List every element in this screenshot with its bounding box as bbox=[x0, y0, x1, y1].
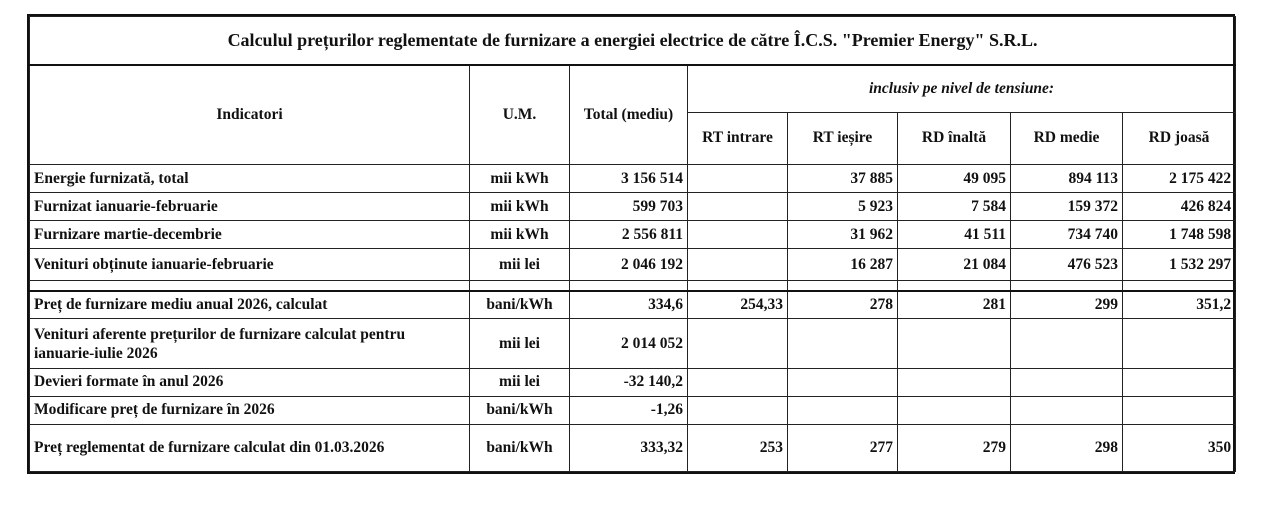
row-value bbox=[688, 249, 788, 281]
row-unit: bani/kWh bbox=[470, 424, 570, 471]
row-value: 426 824 bbox=[1123, 193, 1236, 221]
row-value: 7 584 bbox=[898, 193, 1011, 221]
row-value: 37 885 bbox=[788, 165, 898, 193]
row-label: Modificare preț de furnizare în 2026 bbox=[30, 396, 470, 424]
row-value: 279 bbox=[898, 424, 1011, 471]
row-total: 333,32 bbox=[570, 424, 688, 471]
row-label: Venituri obținute ianuarie-februarie bbox=[30, 249, 470, 281]
row-value: 16 287 bbox=[788, 249, 898, 281]
row-value: 159 372 bbox=[1011, 193, 1123, 221]
row-label: Furnizat ianuarie-februarie bbox=[30, 193, 470, 221]
row-value: 894 113 bbox=[1011, 165, 1123, 193]
row-value bbox=[688, 193, 788, 221]
row-total: 2 014 052 bbox=[570, 319, 688, 368]
row-total: -1,26 bbox=[570, 396, 688, 424]
header-level: RD medie bbox=[1011, 112, 1123, 165]
row-value: 254,33 bbox=[688, 291, 788, 319]
row-value bbox=[898, 319, 1011, 368]
row-value: 351,2 bbox=[1123, 291, 1236, 319]
row-value: 734 740 bbox=[1011, 221, 1123, 249]
row-unit: mii lei bbox=[470, 368, 570, 396]
table-row bbox=[30, 319, 1236, 368]
row-value bbox=[1011, 319, 1123, 368]
row-unit: mii kWh bbox=[470, 221, 570, 249]
row-value: 350 bbox=[1123, 424, 1236, 471]
header-total: Total (mediu) bbox=[570, 65, 688, 164]
row-value bbox=[688, 221, 788, 249]
row-value: 41 511 bbox=[898, 221, 1011, 249]
header-um: U.M. bbox=[470, 65, 570, 164]
row-value bbox=[688, 319, 788, 368]
tariff-table bbox=[29, 16, 1236, 472]
table-row bbox=[30, 291, 1236, 319]
row-label: Venituri aferente prețurilor de furnizare calculat pentru ianuarie-iulie 2026 bbox=[30, 319, 470, 368]
row-unit: bani/kWh bbox=[470, 396, 570, 424]
header-level: RD înaltă bbox=[898, 112, 1011, 165]
table-row bbox=[30, 193, 1236, 221]
header-level: RT ieșire bbox=[788, 112, 898, 165]
row-total: 2 556 811 bbox=[570, 221, 688, 249]
row-total: 3 156 514 bbox=[570, 165, 688, 193]
row-value bbox=[898, 396, 1011, 424]
row-label: Furnizare martie-decembrie bbox=[30, 221, 470, 249]
row-unit: mii lei bbox=[470, 319, 570, 368]
row-value: 278 bbox=[788, 291, 898, 319]
row-total: 2 046 192 bbox=[570, 249, 688, 281]
row-value: 298 bbox=[1011, 424, 1123, 471]
row-value bbox=[788, 396, 898, 424]
row-value bbox=[688, 396, 788, 424]
row-unit: mii kWh bbox=[470, 165, 570, 193]
row-value bbox=[688, 368, 788, 396]
row-value: 476 523 bbox=[1011, 249, 1123, 281]
row-total: -32 140,2 bbox=[570, 368, 688, 396]
row-value bbox=[788, 368, 898, 396]
row-unit: mii lei bbox=[470, 249, 570, 281]
table-row bbox=[30, 396, 1236, 424]
header-inclusiv: inclusiv pe nivel de tensiune: bbox=[688, 65, 1236, 112]
row-value bbox=[898, 368, 1011, 396]
row-value bbox=[788, 319, 898, 368]
row-value: 299 bbox=[1011, 291, 1123, 319]
table-row bbox=[30, 368, 1236, 396]
row-value bbox=[688, 165, 788, 193]
row-label: Preț de furnizare mediu anual 2026, calculat bbox=[30, 291, 470, 319]
row-value bbox=[1123, 319, 1236, 368]
table-title: Calculul prețurilor reglementate de furnizare a energiei electrice de către Î.C.S. "Premier Energy" S.R.L. bbox=[30, 17, 1236, 66]
row-value bbox=[1011, 368, 1123, 396]
row-label: Devieri formate în anul 2026 bbox=[30, 368, 470, 396]
header-indicatori: Indicatori bbox=[30, 65, 470, 164]
row-value bbox=[1123, 396, 1236, 424]
row-value: 31 962 bbox=[788, 221, 898, 249]
row-total: 334,6 bbox=[570, 291, 688, 319]
row-value: 49 095 bbox=[898, 165, 1011, 193]
tariff-table-container bbox=[27, 14, 1235, 474]
row-total: 599 703 bbox=[570, 193, 688, 221]
table-row bbox=[30, 165, 1236, 193]
row-value: 2 175 422 bbox=[1123, 165, 1236, 193]
row-unit: mii kWh bbox=[470, 193, 570, 221]
row-value: 281 bbox=[898, 291, 1011, 319]
header-level: RT intrare bbox=[688, 112, 788, 165]
spacer-row bbox=[30, 281, 1236, 291]
row-value: 253 bbox=[688, 424, 788, 471]
table-row bbox=[30, 221, 1236, 249]
row-value: 5 923 bbox=[788, 193, 898, 221]
row-label: Preț reglementat de furnizare calculat din 01.03.2026 bbox=[30, 424, 470, 471]
row-value: 21 084 bbox=[898, 249, 1011, 281]
row-label: Energie furnizată, total bbox=[30, 165, 470, 193]
row-unit: bani/kWh bbox=[470, 291, 570, 319]
row-value: 1 532 297 bbox=[1123, 249, 1236, 281]
row-value: 1 748 598 bbox=[1123, 221, 1236, 249]
row-value bbox=[1123, 368, 1236, 396]
table-row bbox=[30, 424, 1236, 471]
header-level: RD joasă bbox=[1123, 112, 1236, 165]
row-value bbox=[1011, 396, 1123, 424]
table-row bbox=[30, 249, 1236, 281]
row-value: 277 bbox=[788, 424, 898, 471]
